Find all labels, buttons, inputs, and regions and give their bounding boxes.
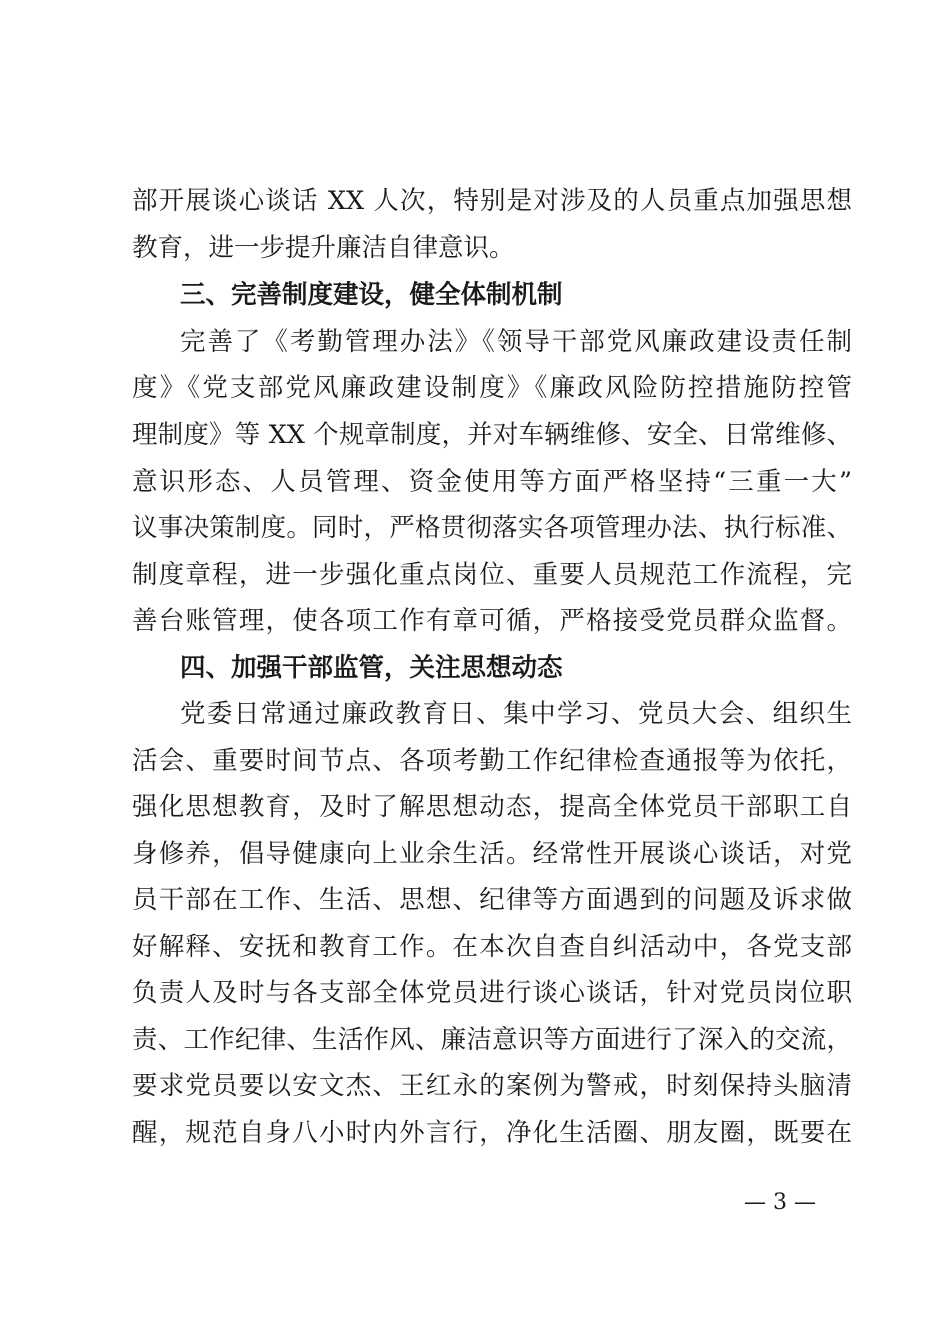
section-heading-three: 三、完善制度建设，健全体制机制 bbox=[180, 280, 563, 310]
paragraph-line: 意识形态、人员管理、资金使用等方面严格坚持“三重一大” bbox=[132, 467, 852, 497]
paragraph-line: 要求党员要以安文杰、王红永的案例为警戒，时刻保持头脑清 bbox=[132, 1071, 852, 1101]
paragraph-line: 强化思想教育，及时了解思想动态，提高全体党员干部职工自 bbox=[132, 792, 852, 822]
paragraph-line: 度》《党支部党风廉政建设制度》《廉政风险防控措施防控管 bbox=[132, 373, 852, 403]
paragraph-line: 善台账管理，使各项工作有章可循，严格接受党员群众监督。 bbox=[132, 606, 852, 636]
paragraph-line: 员干部在工作、生活、思想、纪律等方面遇到的问题及诉求做 bbox=[132, 885, 852, 915]
paragraph-line: 教育，进一步提升廉洁自律意识。 bbox=[132, 233, 515, 263]
section-heading-four: 四、加强干部监管，关注思想动态 bbox=[180, 653, 563, 683]
paragraph-line: 部开展谈心谈话 XX 人次，特别是对涉及的人员重点加强思想 bbox=[132, 186, 852, 216]
paragraph-line: 负责人及时与各支部全体党员进行谈心谈话，针对党员岗位职 bbox=[132, 978, 852, 1008]
paragraph-line: 责、工作纪律、生活作风、廉洁意识等方面进行了深入的交流， bbox=[132, 1025, 852, 1055]
paragraph-line: 完善了《考勤管理办法》《领导干部党风廉政建设责任制 bbox=[180, 327, 852, 357]
paragraph-line: 好解释、安抚和教育工作。在本次自查自纠活动中，各党支部 bbox=[132, 932, 852, 962]
page-number: — 3 — bbox=[744, 1190, 816, 1215]
paragraph-line: 议事决策制度。同时，严格贯彻落实各项管理办法、执行标准、 bbox=[132, 513, 852, 543]
paragraph-line: 身修养，倡导健康向上业余生活。经常性开展谈心谈话，对党 bbox=[132, 839, 852, 869]
paragraph-line: 理制度》等 XX 个规章制度，并对车辆维修、安全、日常维修、 bbox=[132, 420, 852, 450]
paragraph-line: 制度章程，进一步强化重点岗位、重要人员规范工作流程，完 bbox=[132, 560, 852, 590]
paragraph-line: 活会、重要时间节点、各项考勤工作纪律检查通报等为依托， bbox=[132, 746, 852, 776]
paragraph-line: 醒，规范自身八小时内外言行，净化生活圈、朋友圈，既要在 bbox=[132, 1118, 852, 1148]
paragraph-line: 党委日常通过廉政教育日、集中学习、党员大会、组织生 bbox=[180, 699, 852, 729]
